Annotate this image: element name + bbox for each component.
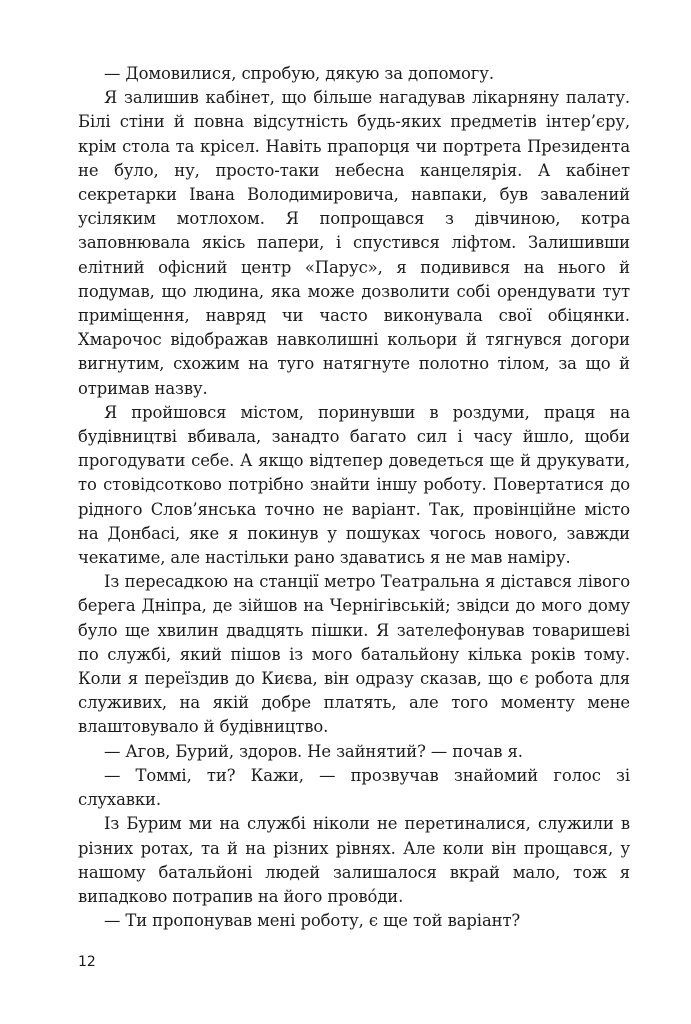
paragraph-dialogue-job-offer: — Ти пропонував мені роботу, є ще той варіант? xyxy=(104,911,521,931)
paragraph-metro-call: Із пересадкою на станції метро Театральна я дістався лівого берега Дніпра, де зійшов на Чернігівській; звідси до мого дому було ще хвилин двадцять пішки. Я зателефонував товаришеві по службі, який пішов із мого батальйону кілька років тому. Коли я переїздив до Києва, він одразу сказав, що є робота для служивих, на якій добре платять, але того моменту мене влаштовувало й будівництво. xyxy=(78,572,630,737)
page-number: 12 xyxy=(78,954,96,970)
body-text xyxy=(78,62,630,933)
paragraph-dialogue-agreement: — Домовилися, спробую, дякую за допомогу. xyxy=(104,64,494,83)
paragraph-dialogue-greeting: — Агов, Бурий, здоров. Не зайнятий? — почав я. xyxy=(104,741,523,761)
paragraph-office-description: Я залишив кабінет, що більше нагадував лікарняну палату. Білі стіни й повна відсутність будь-яких предметів інтер’єру, крім стола та крісел. Навіть прапорця чи портрета Президента не було, ну, просто-таки небесна канцелярія. А кабінет секретарки Івана Володимировича, навпаки, був завалений усіляким мотлохом. Я попрощався з дівчиною, котра заповнювала якісь папери, і спустився ліфтом. Залишивши елітний офісний центр «Парус», я подивився на нього й подумав, що людина, яка може дозволити собі орендувати тут приміщення, навряд чи часто виконувала свої обіцянки. Хмарочос відображав навколишні кольори й тягнувся догори вигнутим, схожим на туго натягнуте полотно тілом, за що й отримав назву. xyxy=(78,88,630,398)
paragraph-buryi-service: Із Бурим ми на службі ніколи не перетиналися, служили в різних ротах, та й на різних рівнях. Але коли він прощався, у нашому батальйоні людей залишалося вкрай мало, тож я випадково потрапив на його прово́ди. xyxy=(78,814,630,906)
paragraph-dialogue-reply: — Томмі, ти? Кажи, — прозвучав знайомий голос зі слухавки. xyxy=(78,765,630,810)
paragraph-city-walk: Я пройшовся містом, поринувши в роздуми, праця на будівництві вбивала, занадто багато сил і часу йшло, щоби прогодувати себе. А якщо відтепер доведеться ще й друкувати, то стовідсотково потрібно знайти іншу роботу. Повертатися до рідного Слов’янська точно не варіант. Так, провінційне місто на Донбасі, яке я покинув у пошуках чогось нового, завжди чекатиме, але настільки рано здаватись я не мав наміру. xyxy=(78,402,630,568)
